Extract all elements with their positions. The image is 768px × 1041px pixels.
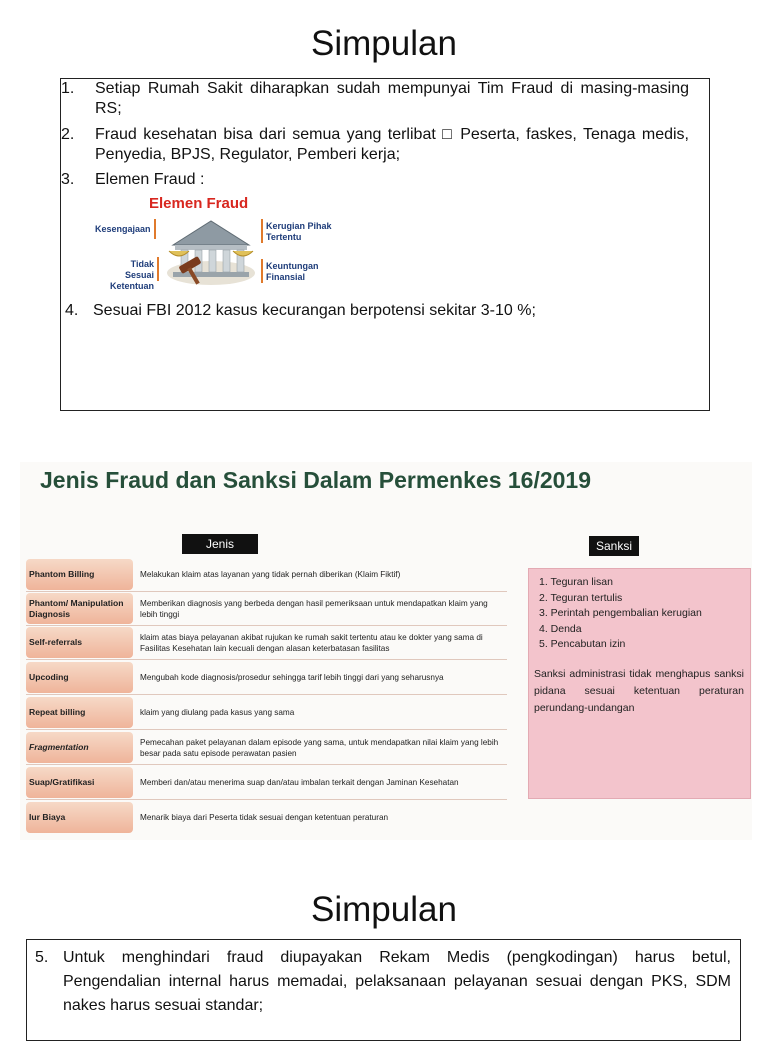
fraud-type: Phantom/ Manipulation Diagnosis <box>26 593 133 624</box>
jenis-header: Jenis <box>182 534 258 554</box>
item-text: Setiap Rumah Sakit diharapkan sudah mempunyai Tim Fraud di masing-masing RS; <box>95 80 689 117</box>
fraud-type: Suap/Gratifikasi <box>26 767 133 798</box>
fraud-type: Repeat billing <box>26 697 133 728</box>
label-line: Kerugian Pihak <box>266 221 332 231</box>
label-line: Keuntungan <box>266 261 319 271</box>
fraud-description: Memberi dan/atau menerima suap dan/atau imbalan terkait dengan Jaminan Kesehatan <box>140 778 459 787</box>
item-number: 3. <box>61 171 75 188</box>
label-line: Finansial <box>266 272 306 282</box>
label-line: Tidak Sesuai <box>124 259 154 280</box>
fraud-description: Memberikan diagnosis yang berbeda dengan hasil pemeriksaan untuk mendapatkan klaim yang lebih tinggi <box>140 598 488 619</box>
table-row <box>26 627 507 660</box>
sanksi-item: 4. Denda <box>539 622 582 635</box>
page-title: Simpulan <box>311 24 457 63</box>
item-number: 5. <box>35 949 49 966</box>
item-number: 4. <box>65 302 79 319</box>
divider <box>154 219 156 239</box>
sanksi-list <box>539 575 702 653</box>
label-keuntungan <box>266 261 319 283</box>
table-row <box>26 802 507 834</box>
item-text: Elemen Fraud : <box>95 171 205 188</box>
table-row <box>26 732 507 765</box>
conclusion-box <box>26 939 741 1041</box>
fraud-type: Upcoding <box>26 662 133 693</box>
sanksi-header: Sanksi <box>589 536 639 556</box>
item-number: 2. <box>61 126 75 143</box>
label-kesengajaan: Kesengajaan <box>95 224 151 234</box>
fraud-elements-diagram <box>91 193 333 289</box>
sanksi-item: 5. Pencabutan izin <box>539 638 626 650</box>
divider <box>157 257 159 281</box>
item-text: Sesuai FBI 2012 kasus kecurangan berpotensi sekitar 3-10 %; <box>93 302 536 319</box>
label-line: Ketentuan <box>109 281 154 291</box>
table-row <box>26 559 507 592</box>
divider <box>261 219 263 243</box>
table-row <box>26 593 507 626</box>
courthouse-gavel-icon <box>165 215 257 287</box>
diagram-title: Elemen Fraud <box>149 195 249 212</box>
label-tidak-sesuai <box>100 259 154 292</box>
table-row <box>26 662 507 695</box>
table-row <box>26 767 507 800</box>
fraud-description: Melakukan klaim atas layanan yang tidak pernah diberikan (Klaim Fiktif) <box>140 570 401 579</box>
fraud-type: Self-referrals <box>26 627 133 658</box>
fraud-description: Pemecahan paket pelayanan dalam episode yang sama, untuk mendapatkan nilai klaim yang lebih besar pada satu episode perawatan pasien <box>140 737 499 758</box>
label-line: Tertentu <box>266 232 302 242</box>
fraud-description: Mengubah kode diagnosis/prosedur sehingga tarif lebih tinggi dari yang seharusnya <box>140 673 444 682</box>
fraud-description: klaim atas biaya pelayanan akibat rujukan ke rumah sakit tertentu atau ke dokter yang sama di Fasilitas Kesehatan lain kecuali dengan alasan keterbatasan fasilitas <box>140 632 483 653</box>
sanksi-panel <box>528 568 751 799</box>
sanksi-item: 3. Perintah pengembalian kerugian <box>539 607 702 619</box>
fraud-description: klaim yang diulang pada kasus yang sama <box>140 708 295 717</box>
fraud-type: Fragmentation <box>26 732 133 763</box>
fraud-type: Iur Biaya <box>26 802 133 833</box>
sanksi-note: Sanksi administrasi tidak menghapus sanksi pidana sesuai ketentuan peraturan perundang-undangan <box>534 668 744 714</box>
fraud-type: Phantom Billing <box>26 559 133 590</box>
slide-title: Jenis Fraud dan Sanksi Dalam Permenkes 16/2019 <box>40 467 592 493</box>
sanksi-item: 1. Teguran lisan <box>539 576 613 588</box>
table-row <box>26 697 507 730</box>
fraud-description: Menarik biaya dari Peserta tidak sesuai dengan ketentuan peraturan <box>140 813 389 822</box>
label-kerugian <box>266 221 332 243</box>
item-number: 1. <box>61 80 75 97</box>
sanksi-item: 2. Teguran tertulis <box>539 591 623 604</box>
divider <box>261 259 263 283</box>
item-text: Untuk menghindari fraud diupayakan Rekam Medis (pengkodingan) harus betul, Pengendalian internal harus memadai, pelaksanaan pelayanan sesuai dengan PKS, SDM nakes harus sesuai standar; <box>63 949 731 1014</box>
permenkes-slide <box>20 462 752 840</box>
page-title: Simpulan <box>311 890 457 929</box>
item-text: Fraud kesehatan bisa dari semua yang terlibat □ Peserta, faskes, Tenaga medis, Penyedia, BPJS, Regulator, Pemberi kerja; <box>95 126 689 163</box>
